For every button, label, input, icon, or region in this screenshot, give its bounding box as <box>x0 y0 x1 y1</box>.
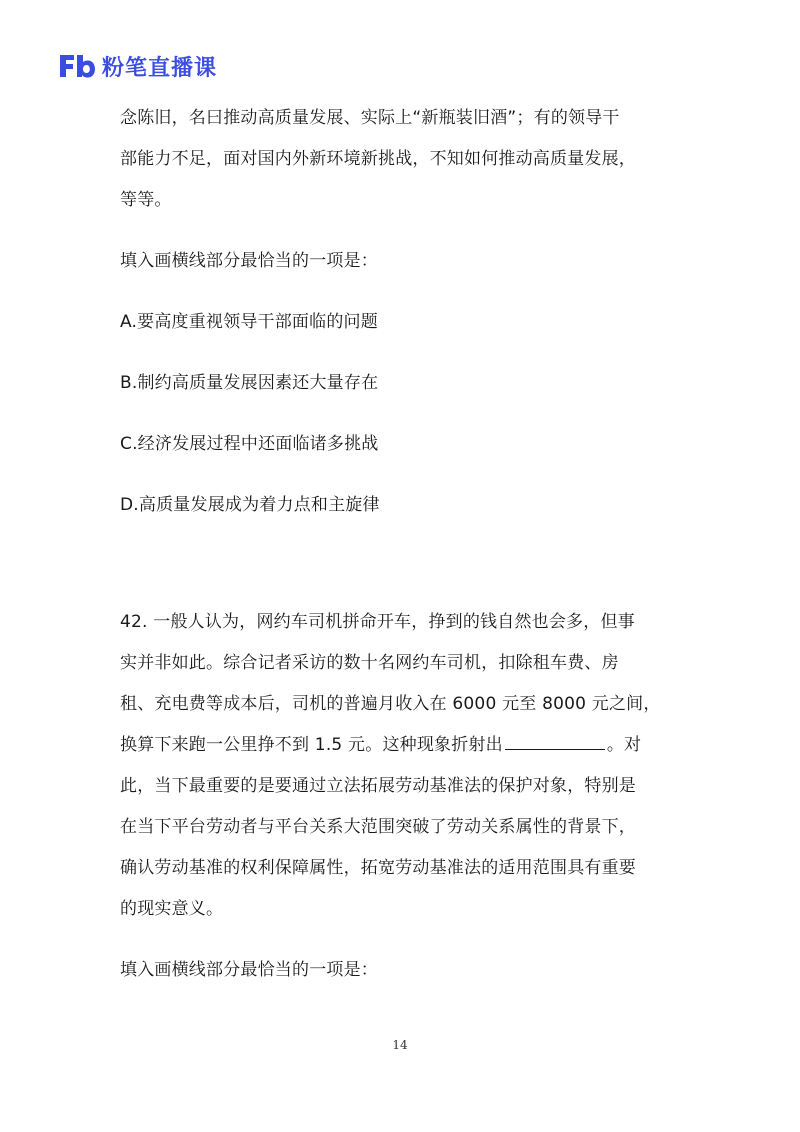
brand-logo <box>58 52 217 80</box>
q42-text-after-blank: 。对 <box>606 735 642 755</box>
q42-text-line: 在当下平台劳动者与平台关系大范围突破了劳动关系属性的背景下， <box>120 817 636 837</box>
q41-prompt: 填入画横线部分最恰当的一项是： <box>120 251 378 271</box>
q42-prompt: 填入画横线部分最恰当的一项是： <box>120 960 378 980</box>
q42-text-line-with-blank <box>120 725 680 766</box>
brand-name: 粉笔直播课 <box>102 55 218 81</box>
q42-text-before-blank: 换算下来跑一公里挣不到 1.5 元。这种现象折射出 <box>120 735 503 755</box>
q41-option-a: A.要高度重视领导干部面临的问题 <box>120 312 378 332</box>
q41-option-d: D.高质量发展成为着力点和主旋律 <box>120 495 380 515</box>
page-number: 14 <box>392 1038 408 1052</box>
q41-text-line: 念陈旧，名曰推动高质量发展、实际上“新瓶装旧酒”；有的领导干 <box>120 108 620 128</box>
q41-option-b: B.制约高质量发展因素还大量存在 <box>120 373 379 393</box>
fill-in-blank <box>505 731 605 750</box>
q42-text-line: 此，当下最重要的是要通过立法拓展劳动基准法的保护对象，特别是 <box>120 776 636 796</box>
q42-text-line: 实并非如此。综合记者采访的数十名网约车司机，扣除租车费、房 <box>120 653 619 673</box>
q41-option-c: C.经济发展过程中还面临诸多挑战 <box>120 434 379 454</box>
q42-text-line: 的现实意义。 <box>120 899 224 919</box>
q42-text-line: 租、充电费等成本后，司机的普遍月收入在 6000 元至 8000 元之间， <box>120 694 661 714</box>
q41-text-line: 等等。 <box>120 190 172 210</box>
fenbi-logo-icon <box>58 53 96 79</box>
q42-text-line: 确认劳动基准的权利保障属性，拓宽劳动基准法的适用范围具有重要 <box>120 858 636 878</box>
q42-text-line: 42. 一般人认为，网约车司机拼命开车，挣到的钱自然也会多，但事 <box>120 612 635 632</box>
q41-text-line: 部能力不足，面对国内外新环境新挑战，不知如何推动高质量发展， <box>120 149 636 169</box>
document-body <box>120 98 680 991</box>
